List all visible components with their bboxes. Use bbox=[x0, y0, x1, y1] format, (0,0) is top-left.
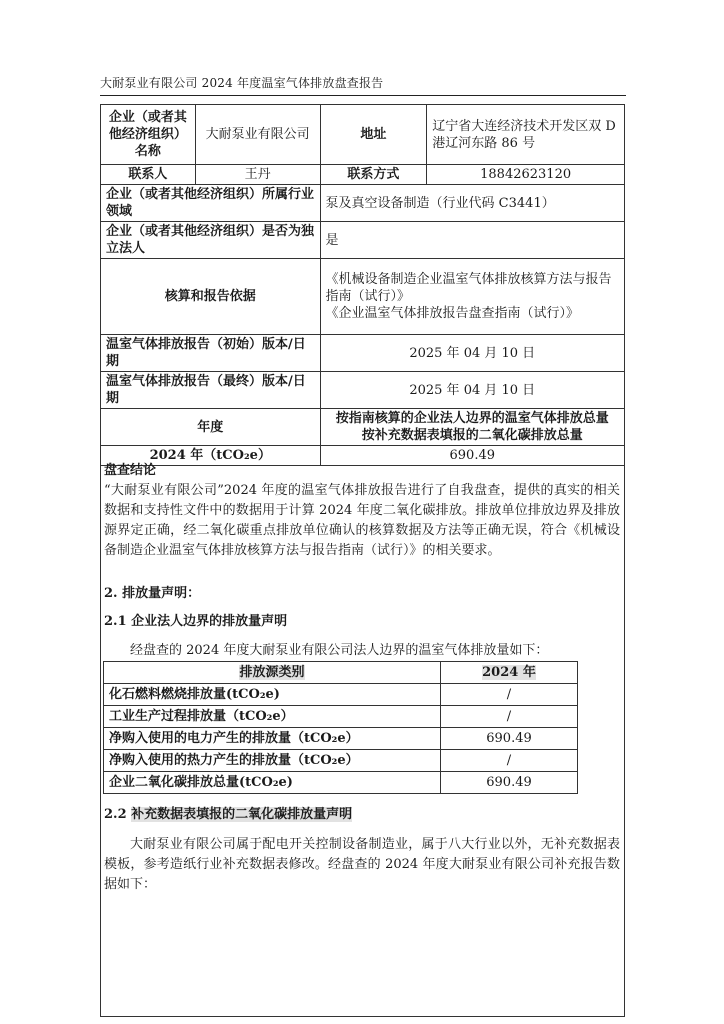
section-2-1-heading: 2.1 企业法人边界的排放量声明 bbox=[104, 614, 288, 629]
basis-guide-2: 《企业温室气体排放报告盘查指南（试行）》 bbox=[325, 306, 580, 321]
final-version-label: 温室气体排放报告（最终）版本/日期 bbox=[101, 372, 321, 409]
legal-entity-value: 是 bbox=[320, 222, 624, 259]
section-2-1-intro: 经盘查的 2024 年度大耐泵业有限公司法人边界的温室气体排放量如下： bbox=[130, 643, 549, 658]
section-2-2-text: 大耐泵业有限公司属于配电开关控制设备制造业，属于八大行业以外，无补充数据表模板，参考造纸行业补充数据表修改。经盘查的 2024 年度大耐泵业有限公司补充报告数据如下： bbox=[104, 837, 620, 892]
col-header-source: 排放源类别 bbox=[104, 662, 441, 684]
table-row bbox=[104, 750, 578, 772]
year-label: 年度 bbox=[101, 409, 321, 446]
basis-guide-1: 《机械设备制造企业温室气体排放核算方法与报告指南（试行）》 bbox=[325, 272, 612, 304]
info-table bbox=[100, 104, 625, 466]
row-label: 化石燃料燃烧排放量(tCO₂e) bbox=[104, 684, 441, 706]
table-row bbox=[104, 684, 578, 706]
final-version-value: 2025 年 04 月 10 日 bbox=[320, 372, 624, 409]
total-label-guide: 按指南核算的企业法人边界的温室气体排放总量 bbox=[335, 411, 609, 426]
emission-table bbox=[103, 661, 578, 794]
row-value: 690.49 bbox=[441, 728, 578, 750]
table-row bbox=[104, 728, 578, 750]
org-name-label: 企业（或者其他经济组织）名称 bbox=[101, 105, 196, 165]
legal-entity-label: 企业（或者其他经济组织）是否为独立法人 bbox=[101, 222, 321, 259]
total-label bbox=[320, 409, 624, 446]
section-2-2-number: 2.2 bbox=[104, 807, 127, 822]
phone-label: 联系方式 bbox=[320, 165, 427, 185]
address-value: 辽宁省大连经济技术开发区双 D 港辽河东路 86 号 bbox=[427, 105, 625, 165]
table-row bbox=[104, 772, 578, 794]
basis-label: 核算和报告依据 bbox=[101, 259, 321, 335]
year-unit-label: 2024 年（tCO₂e） bbox=[101, 446, 321, 466]
conclusion-text: “大耐泵业有限公司”2024 年度的温室气体排放报告进行了自我盘查，提供的真实的相关数据和支持性文件中的数据用于计算 2024 年度二氧化碳排放。排放单位排放边界及排放源界定正确，经二氧化碳重点排放单位确认的核算数据及方法等正确无误，符合《机械设备制造企业温室气体排放核算方法与报告指南（试行）》的相关要求。 bbox=[104, 483, 620, 558]
row-value: / bbox=[441, 684, 578, 706]
org-name-value: 大耐泵业有限公司 bbox=[195, 105, 320, 165]
industry-label: 企业（或者其他经济组织）所属行业领域 bbox=[101, 185, 321, 222]
page-header: 大耐泵业有限公司 2024 年度温室气体排放盘查报告 bbox=[100, 76, 384, 90]
row-label: 企业二氧化碳排放总量(tCO₂e) bbox=[104, 772, 441, 794]
address-label: 地址 bbox=[320, 105, 427, 165]
table-row bbox=[104, 706, 578, 728]
total-label-supplement: 按补充数据表填报的二氧化碳排放总量 bbox=[361, 428, 583, 443]
header-rule bbox=[100, 95, 626, 96]
col-header-year: 2024 年 bbox=[441, 662, 578, 684]
basis-value bbox=[320, 259, 624, 335]
contact-value: 王丹 bbox=[195, 165, 320, 185]
phone-value: 18842623120 bbox=[427, 165, 625, 185]
row-value: / bbox=[441, 750, 578, 772]
section-2-2-heading bbox=[104, 805, 620, 825]
row-label: 净购入使用的热力产生的排放量（tCO₂e） bbox=[104, 750, 441, 772]
initial-version-label: 温室气体排放报告（初始）版本/日期 bbox=[101, 335, 321, 372]
industry-value: 泵及真空设备制造（行业代码 C3441） bbox=[320, 185, 624, 222]
section-2-2-title: 补充数据表填报的二氧化碳排放量声明 bbox=[131, 807, 353, 822]
conclusion-heading: 盘查结论 bbox=[104, 463, 157, 478]
row-label: 工业生产过程排放量（tCO₂e） bbox=[104, 706, 441, 728]
initial-version-value: 2025 年 04 月 10 日 bbox=[320, 335, 624, 372]
contact-label: 联系人 bbox=[101, 165, 196, 185]
row-value: / bbox=[441, 706, 578, 728]
conclusion-section bbox=[104, 461, 620, 561]
total-value: 690.49 bbox=[320, 446, 624, 466]
section-2-heading: 2. 排放量声明： bbox=[104, 586, 201, 601]
row-label: 净购入使用的电力产生的排放量（tCO₂e） bbox=[104, 728, 441, 750]
row-value: 690.49 bbox=[441, 772, 578, 794]
